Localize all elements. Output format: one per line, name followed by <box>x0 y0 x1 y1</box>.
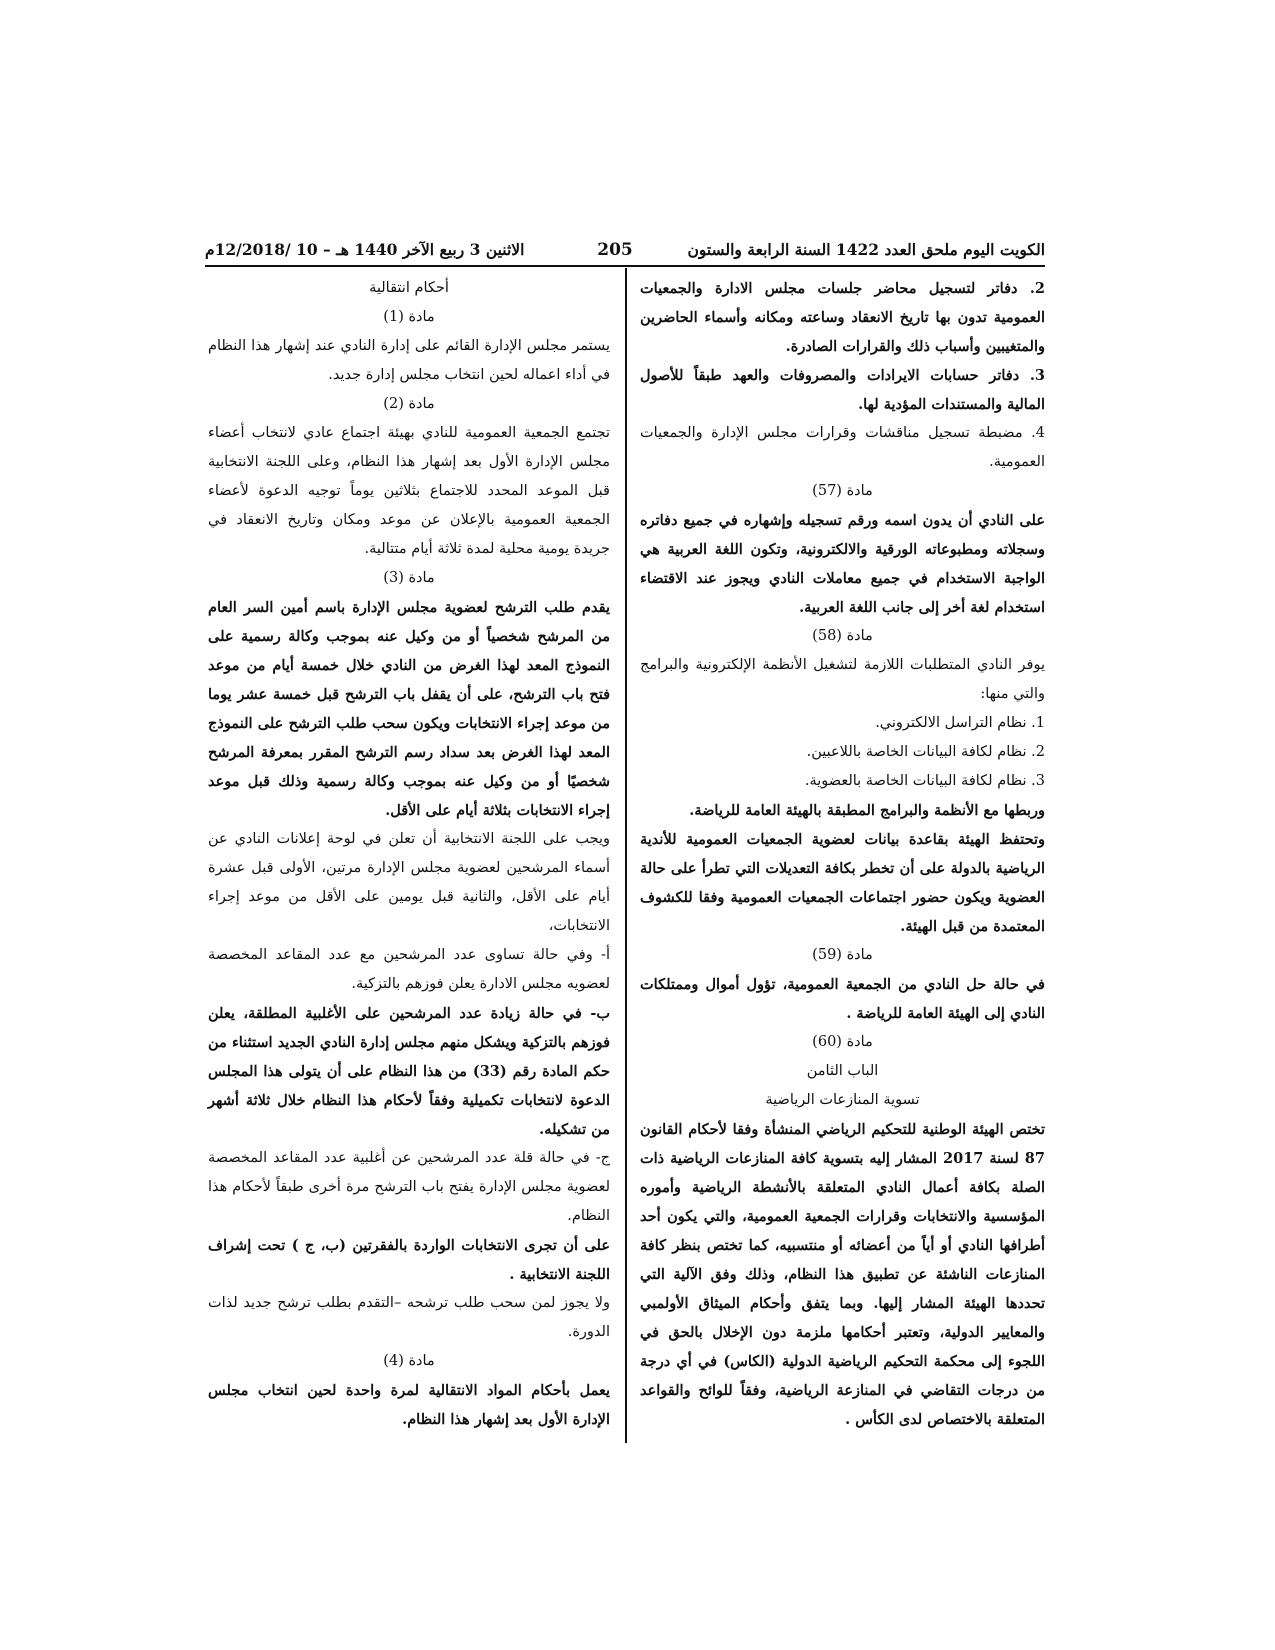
left-column-paragraph: يعمل بأحكام المواد الانتقالية لمرة واحدة لحين انتخاب مجلس الإدارة الأول بعد إشهار هذا النظام. <box>208 1382 610 1428</box>
left-column-paragraph: تجتمع الجمعية العمومية للنادي بهيئة اجتماع عادي لانتخاب أعضاء مجلس الإدارة الأول بعد إشهار هذا النظام، وعلى اللجنة الانتخابية قبل الموعد المحدد للاجتماع بثلاثين يوماً توجيه الدعوة لأعضاء الجمعية العمومية بالإعلان عن موعد ومكان وتاريخ الانعقاد في جريدة يومية محلية لمدة ثلاثة أيام متتالية. <box>208 425 610 557</box>
right-column-paragraph: في حالة حل النادي من الجمعية العمومية، تؤول أموال وممتلكات النادي إلى الهيئة العامة للرياضة . <box>640 976 1045 1022</box>
right-column-paragraph: 2. نظام لكافة البيانات الخاصة باللاعبين. <box>806 744 1045 760</box>
right-column-paragraph: وربطها مع الأنظمة والبرامج المطبقة بالهيئة العامة للرياضة. <box>689 802 1045 819</box>
left-column-paragraph: ج- في حالة قلة عدد المرشحين عن أغلبية عدد المقاعد المخصصة لعضوية مجلس الإدارة يفتح باب الترشح مرة أخرى طبقاً لأحكام هذا النظام. <box>208 1150 610 1224</box>
right-column-heading: تسوية المنازعات الرياضية <box>765 1092 920 1108</box>
right-column-heading: الباب الثامن <box>806 1063 879 1079</box>
right-column-heading: مادة (57) <box>812 483 873 499</box>
right-column-heading: مادة (58) <box>812 628 873 644</box>
right-column-paragraph: 3. نظام لكافة البيانات الخاصة بالعضوية. <box>804 773 1045 789</box>
left-column-paragraph: على أن تجرى الانتخابات الواردة بالفقرتين (ب، ج ) تحت إشراف اللجنة الانتخابية . <box>208 1237 610 1283</box>
right-column-paragraph: 4. مضبطة تسجيل مناقشات وقرارات مجلس الإدارة والجمعيات العمومية. <box>640 425 1045 470</box>
left-column-paragraph: ب- في حالة زيادة عدد المرشحين على الأغلبية المطلقة، يعلن فوزهم بالتزكية ويشكل منهم مجلس إدارة النادي الجديد استثناء من حكم المادة رقم (33) من هذا النظام على أن يتولى هذا المجلس الدعوة لانتخابات تكميلية وفقاً لأحكام هذا النظام خلال ثلاثة أشهر من تشكيله. <box>208 1005 610 1138</box>
left-column-paragraph: ولا يجوز لمن سحب طلب ترشحه –التقدم بطلب ترشح جديد لذات الدورة. <box>208 1295 610 1340</box>
left-column-heading: مادة (2) <box>383 396 435 412</box>
right-column-paragraph: على النادي أن يدون اسمه ورقم تسجيله وإشهاره في جميع دفاتره وسجلاته ومطبوعاته الورقية والالكترونية، وتكون اللغة العربية هي الواجبة الاستخدام في جميع معاملات النادي ويجوز عند الاقتضاء استخدام لغة أخر إلى جانب اللغة العربية. <box>640 512 1045 616</box>
right-column-paragraph: تختص الهيئة الوطنية للتحكيم الرياضي المنشأة وفقا لأحكام القانون 87 لسنة 2017 المشار إليه بتسوية كافة المنازعات الرياضية ذات الصلة بكافة أعمال النادي المتعلقة بالأنشطة الرياضية وأموره المؤسسية والانتخابات وقرارات الجمعية العمومية، والتي يكون أحد أطرافها النادي أو أياً من أعضائه أو منتسبيه، كما تختص بنظر كافة المنازعات الناشئة عن تطبيق هذا النظام، وذلك وفق الآلية التي تحددها الهيئة المشار إليها. وبما يتفق وأحكام الميثاق الأولمبي والمعايير الدولية، وتعتبر أحكامها ملزمة دون الإخلال بالحق في اللجوء إلى محكمة التحكيم الرياضية الدولية (الكاس) في أي درجة من درجات التقاضي في المنازعة الرياضية، وفقاً للوائح والقواعد المتعلقة بالاختصاص لدى الكأس . <box>640 1121 1045 1428</box>
left-column-heading: مادة (1) <box>383 309 435 325</box>
publication-title: الكويت اليوم ملحق العدد 1422 السنة الرابعة والستون <box>687 240 1045 259</box>
left-column-paragraph: أ- وفي حالة تساوى عدد المرشحين مع عدد المقاعد المخصصة لعضويه مجلس الادارة يعلن فوزهم بالتزكية. <box>208 947 610 992</box>
right-column <box>640 274 1045 1434</box>
page-number: 205 <box>597 240 633 260</box>
left-column-paragraph: يستمر مجلس الإدارة القائم على إدارة النادي عند إشهار هذا النظام في أداء اعماله لحين انتخاب مجلس إدارة جديد. <box>208 338 610 383</box>
header-rule <box>205 265 1045 267</box>
right-column-heading: مادة (60) <box>812 1034 873 1050</box>
left-column-paragraph: ويجب على اللجنة الانتخابية أن تعلن في لوحة إعلانات النادي عن أسماء المرشحين لعضوية مجلس الإدارة مرتين، الأولى قبل عشرة أيام على الأقل، والثانية قبل يومين على الأقل من موعد إجراء الانتخابات، <box>208 831 610 934</box>
right-column-heading: مادة (59) <box>812 947 873 963</box>
right-column-paragraph: وتحتفظ الهيئة بقاعدة بيانات لعضوية الجمعيات العمومية للأندية الرياضية بالدولة على أن تخطر بكافة التعديلات التي تطرأ على حالة العضوية ويكون حضور اجتماعات الجمعيات العمومية وفقا للكشوف المعتمدة من قبل الهيئة. <box>640 831 1045 935</box>
left-column-paragraph: يقدم طلب الترشح لعضوية مجلس الإدارة باسم أمين السر العام من المرشح شخصياً أو من وكيل عنه بموجب وكالة رسمية على النموذج المعد لهذا الغرض من النادي خلال خمسة أيام من موعد فتح باب الترشح، على أن يقفل باب الترشح قبل خمسة عشر يوما من موعد إجراء الانتخابات ويكون سحب طلب الترشح على النموذج المعد لهذا الغرض بعد سداد رسم الترشح المقرر بمعرفة المرشح شخصيًا أو من وكيل عنه بموجب وكالة رسمية وذلك قبل موعد إجراء الانتخابات بثلاثة أيام على الأقل. <box>208 599 610 819</box>
right-column-paragraph: 1. نظام التراسل الالكتروني. <box>875 715 1045 731</box>
issue-date: الاثنين 3 ربيع الآخر 1440 هـ – 10 /12/2018م <box>205 240 525 259</box>
right-column-paragraph: يوفر النادي المتطلبات اللازمة لتشغيل الأنظمة الإلكترونية والبرامج والتي منها: <box>640 657 1045 702</box>
left-column-heading: أحكام انتقالية <box>369 280 449 296</box>
column-divider <box>625 268 627 1443</box>
left-column <box>208 274 610 1434</box>
page-header <box>205 238 1045 262</box>
left-column-heading: مادة (3) <box>383 570 435 586</box>
right-column-paragraph: 3. دفاتر حسابات الايرادات والمصروفات والعهد طبقاً للأصول المالية والمستندات المؤدية لها. <box>640 367 1045 413</box>
right-column-paragraph: 2. دفاتر لتسجيل محاضر جلسات مجلس الادارة والجمعيات العمومية تدون بها تاريخ الانعقاد وساعته ومكانه وأسماء الحاضرين والمتغيبين وأسباب ذلك والقرارات الصادرة. <box>640 280 1045 355</box>
left-column-heading: مادة (4) <box>383 1353 435 1369</box>
